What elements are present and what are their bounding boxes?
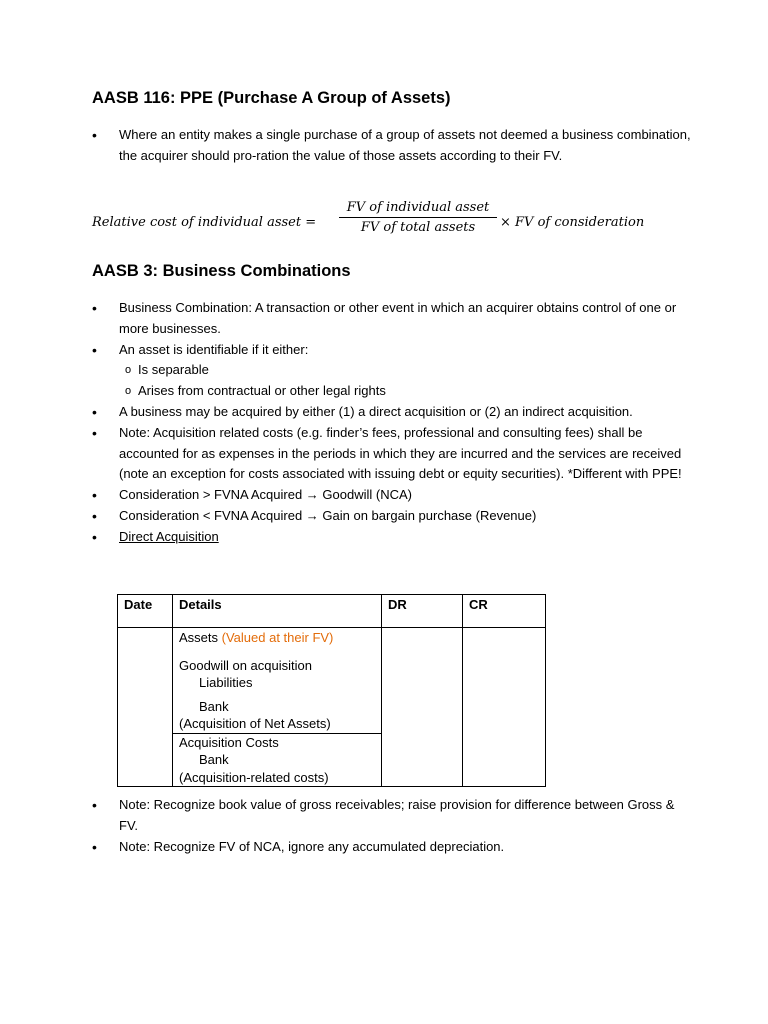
header-details: Details: [173, 595, 382, 628]
header-dr: DR: [382, 595, 463, 628]
bullet-item: [92, 527, 692, 548]
table-header-row: [118, 595, 546, 628]
formula-fraction: [339, 200, 497, 235]
sub-bullet-item: o Is separable: [125, 360, 692, 381]
entry2-details: [173, 733, 382, 787]
section2-bullets: [92, 298, 692, 548]
date-cell: [118, 628, 173, 787]
bullet-item: • Where an entity makes a single purchase of a group of assets not deemed a business combination, the acquirer should pro-ration the value of those assets according to their FV.: [92, 125, 692, 167]
relative-cost-formula: [92, 200, 662, 246]
narration-line: (Acquisition of Net Assets): [179, 716, 331, 731]
formula-numerator: FV of individual asset: [346, 200, 490, 215]
section2-title: AASB 3: Business Combinations: [92, 262, 351, 280]
narration-line: (Acquisition-related costs): [179, 769, 329, 785]
cr-cell: [463, 628, 546, 787]
bank-line: Bank: [199, 698, 229, 714]
bullet-item: • Note: Acquisition related costs (e.g. finder’s fees, professional and consulting fees) shall be accounted for as expenses in the periods in which they are incurred and the services are received (note an exception for costs associated with issuing debt or equity securities). *Different with PPE!: [92, 423, 692, 485]
header-cr: CR: [463, 595, 546, 628]
header-date: Date: [118, 595, 173, 628]
section1-title: AASB 116: PPE (Purchase A Group of Assets): [92, 89, 451, 107]
bullet-item: • A business may be acquired by either (1) a direct acquisition or (2) an indirect acquisition.: [92, 402, 692, 423]
goodwill-line: Goodwill on acquisition: [179, 657, 312, 673]
assets-label: Assets: [179, 630, 219, 645]
section2-notes: [92, 795, 692, 857]
acquisition-costs-line: Acquisition Costs: [179, 734, 279, 750]
bullet-item: • Consideration < FVNA Acquired → Gain on bargain purchase (Revenue): [92, 506, 692, 527]
dr-cell: [382, 628, 463, 787]
sub-bullets: [119, 360, 692, 402]
entry1-details: [173, 628, 382, 734]
formula-rhs: × FV of consideration: [500, 215, 645, 230]
formula-denominator: FV of total assets: [360, 220, 476, 235]
sub-bullet-item: o Arises from contractual or other legal rights: [125, 381, 692, 402]
direct-acquisition-heading: Direct Acquisition: [119, 528, 219, 544]
section1-bullets: [92, 125, 692, 167]
bullet-item: • Consideration > FVNA Acquired → Goodwill (NCA): [92, 485, 692, 506]
assets-note: (Valued at their FV): [221, 630, 334, 645]
liabilities-line: Liabilities: [199, 675, 253, 690]
bullet-item: • Business Combination: A transaction or other event in which an acquirer obtains control of one or more businesses.: [92, 298, 692, 340]
bullet-item: • Note: Recognize book value of gross receivables; raise provision for difference between Gross & FV.: [92, 795, 692, 837]
bank-line: Bank: [199, 752, 229, 767]
journal-entry-table: [117, 594, 546, 787]
entry1-assets-line: [179, 628, 375, 647]
bullet-item: [92, 340, 692, 402]
bullet-item: • Note: Recognize FV of NCA, ignore any accumulated depreciation.: [92, 837, 692, 858]
bullet-text: An asset is identifiable if it either:: [119, 341, 309, 357]
formula-lhs: Relative cost of individual asset =: [92, 215, 317, 230]
table-row: [118, 628, 546, 734]
